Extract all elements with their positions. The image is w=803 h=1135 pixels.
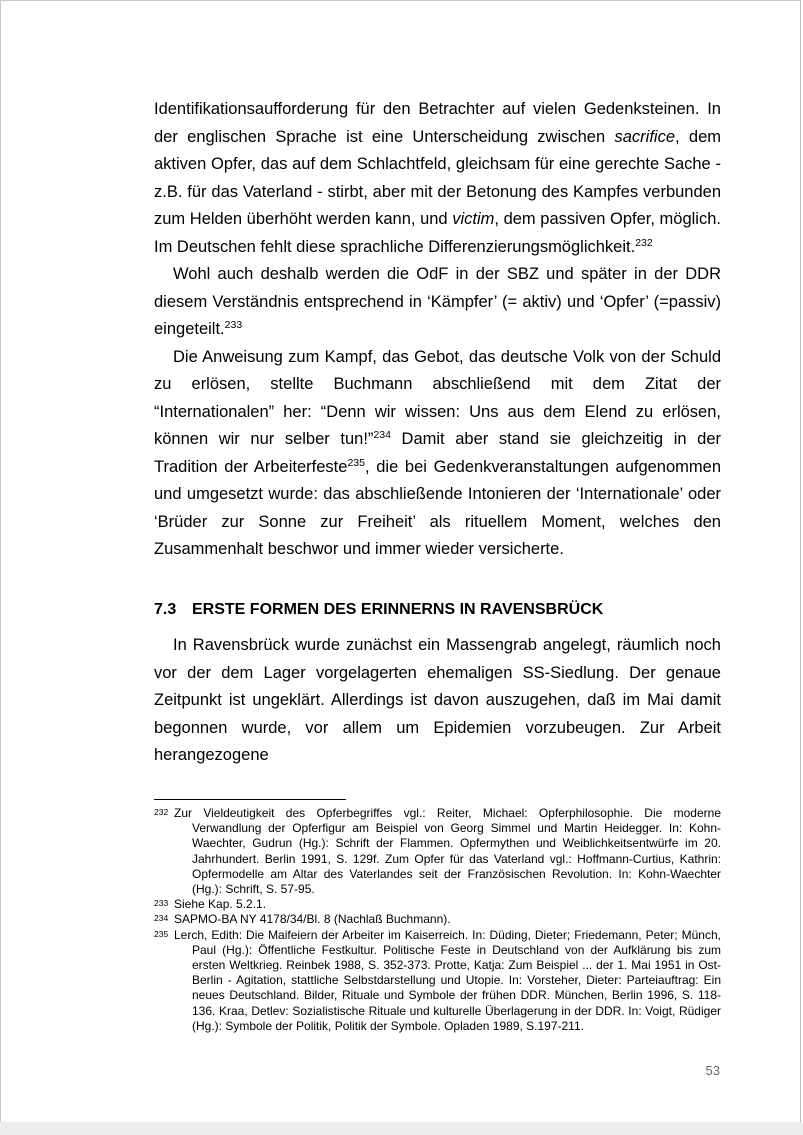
section-heading: [154, 598, 721, 622]
section-title: ERSTE FORMEN DES ERINNERNS IN RAVENSBRÜCK: [192, 601, 604, 618]
text-run: Wohl auch deshalb werden die OdF in der SBZ und später in der DDR diesem Verständnis entsprechend in ‘Kämpfer’ (= aktiv) und ‘Opfer’ (=passiv) eingeteilt.: [154, 265, 721, 338]
footnote-reference: 232: [635, 236, 653, 249]
footnote-separator: [154, 799, 346, 800]
footnote-text: Lerch, Edith: Die Maifeiern der Arbeiter im Kaiserreich. In: Düding, Dieter; Friedemann, Peter; Münch, Paul (Hg.): Öffentliche Festkultur. Politische Feste in Deutschland von der Aufklärung bis zum ersten Weltkrieg. Reinbek 1988, S. 352-373. Protte, Katja: Zum Beispiel ... der 1. Mai 1951 in Ost-Berlin - Agitation, stattliche Selbstdarstellung und Utopie. In: Vorsteher, Dieter: Parteiauftrag: Ein neues Deutschland. Bilder, Rituale und Symbole der frühen DDR. München, Berlin 1996, S. 118-136. Kraa, Detlev: Sozialistische Rituale und kulturelle Überlagerung in der DDR. In: Voigt, Rüdiger (Hg.): Symbole der Politik, Politik der Symbole. Opladen 1989, S.197-211.: [174, 927, 721, 1033]
text-run: , dem aktiven Opfer, das auf dem Schlachtfeld, gleichsam für eine gerechte Sache - z.B. für das Vaterland - stirbt, aber mit der Betonung des Kampfes verbunden zum Helden überhöht werden kann, und: [154, 127, 721, 228]
footnotes: [154, 806, 721, 1034]
italic-term: victim: [452, 210, 495, 228]
footnote: [154, 806, 721, 897]
body-paragraph: [154, 344, 721, 564]
footnote-text: Zur Vieldeutigkeit des Opferbegriffes vgl.: Reiter, Michael: Opferphilosophie. Die moderne Verwandlung der Opferfigur am Beispiel von Georg Simmel und Martin Heidegger. In: Kohn-Waechter, Gudrun (Hg.): Schrift der Flammen. Opfermythen und Weiblichkeitsentwürfe im 20. Jahrhundert. Berlin 1991, S. 129f. Zum Opfer für das Vaterland vgl.: Hoffmann-Curtius, Kathrin: Opfermodelle am Altar des Vaterlandes seit der Französischen Revolution. In: Kohn-Waechter (Hg.): Schrift, S. 57-95.: [174, 806, 721, 897]
footnote-text: SAPMO-BA NY 4178/34/Bl. 8 (Nachlaß Buchmann).: [174, 912, 451, 927]
footnote-number: 235: [154, 928, 169, 939]
footnote: [154, 928, 721, 1034]
section-paragraph: In Ravensbrück wurde zunächst ein Massengrab angelegt, räumlich noch vor der dem Lager vorgelagerten ehemaligen SS-Siedlung. Der genaue Zeitpunkt ist ungeklärt. Allerdings ist davon auszugehen, daß im Mai damit begonnen wurde, vor allem um Epidemien vorzubeugen. Zur Arbeit herangezogene: [154, 636, 721, 764]
footnote-reference: 233: [224, 319, 243, 331]
body-paragraph: [154, 96, 721, 261]
text-run: , die bei Gedenkveranstaltungen aufgenommen und umgesetzt wurde: das abschließende Intonieren der ‘Internationale’ oder ‘Brüder zur Sonne zur Freiheit’ als rituellem Moment, welches den Zusammenhalt beschwor und immer wieder versicherte.: [154, 457, 722, 558]
body-paragraph: [154, 261, 721, 344]
footnote-text: Siehe Kap. 5.2.1.: [174, 897, 267, 912]
footnote-number: 233: [154, 898, 169, 909]
footnote-number: 234: [154, 913, 169, 924]
footnote: [154, 897, 721, 912]
section-number: 7.3: [154, 601, 177, 618]
text-run: Die Anweisung zum Kampf, das Gebot, das deutsche Volk von der Schuld zu erlösen, stellte Buchmann abschließend mit dem Zitat der “Internationalen” her: “Denn wir wissen: Uns aus dem Elend zu erlösen, können wir nur selber tun!”: [154, 347, 721, 448]
italic-term: sacrifice: [614, 127, 675, 146]
footnote-number: 232: [154, 807, 169, 817]
text-run: Identifikationsaufforderung für den Betrachter auf vielen Gedenksteinen. In der englischen Sprache ist eine Unterscheidung zwischen: [154, 100, 721, 146]
section-body: [154, 632, 721, 770]
footnote-reference: 234: [373, 429, 391, 441]
text-run: Damit aber stand sie gleichzeitig in der Tradition der Arbeiterfeste: [154, 430, 721, 476]
footnote-reference: 235: [347, 456, 365, 469]
body-text: [154, 96, 721, 564]
page-number: 53: [705, 1063, 720, 1078]
text-run: , dem passiven Opfer, möglich. Im Deutschen fehlt diese sprachliche Differenzierungsmöglichkeit.: [154, 210, 721, 256]
footnote: [154, 912, 721, 927]
page-bottom-edge: [0, 1122, 803, 1135]
